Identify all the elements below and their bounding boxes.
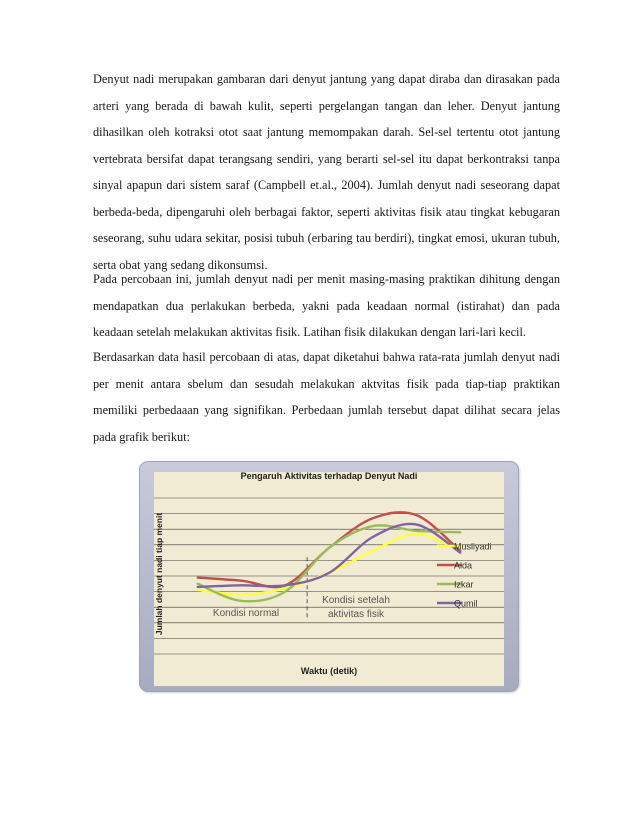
y-axis-label: Jumlah denyut nadi tiap menit [154,512,164,636]
paragraph-method: Pada percobaan ini, jumlah denyut nadi per menit masing-masing praktikan dihitung dengan mendapatkan dua perlakukan berbeda, yakni pada keadaan normal (istirahat) dan pada keadaan setelah melakukan aktivitas fisik. Latihan fisik dilakukan dengan lari-lari kecil. [93,272,560,339]
chart-title: Pengaruh Aktivitas terhadap Denyut Nadi [240,471,418,481]
legend-label-izkar: Izkar [454,579,474,590]
annotation-after-line2: aktivitas fisik [327,609,385,620]
legend-label-aida: Aida [454,560,473,571]
paragraph-intro: Denyut nadi merupakan gambaran dari denyut jantung yang dapat diraba dan dirasakan pada arteri yang berada di bawah kulit, seperti pergelangan tangan dan leher. Denyut jantung dihasilkan oleh kotraksi otot saat jantung memompakan darah. Sel-sel tertentu otot jantung vertebrata bersifat dapat terangsang sendiri, yang berarti sel-sel itu dapat berkontraksi tanpa sinyal apapun dari sistem saraf (Campbell et.al., 2004). Jumlah denyut nadi seseorang dapat berbeda-beda, dipengaruhi oleh berbagai faktor, seperti aktivitas fisik atau tingkat kebugaran seseorang, suhu udara sekitar, posisi tubuh (erbaring tau berdiri), tingkat emosi, ukuran tubuh, serta obat yang sedang dikonsumsi. [93,72,560,272]
x-axis-label: Waktu (detik) [300,666,358,676]
legend-label-musliyadi: Musliyadi [454,541,492,552]
legend-label-qumil: Qumil [454,598,478,609]
paragraph-result: Berdasarkan data hasil percobaan di atas, dapat diketahui bahwa rata-rata jumlah denyut nadi per menit antara sbelum dan sesudah melakukan aktvitas fisik pada tiap-tiap praktikan memiliki perbedaaan yang signifikan. Perbedaan jumlah tersebut dapat dilihat secara jelas pada grafik berikut: [93,350,560,444]
annotation-normal: Kondisi normal [212,608,280,619]
chart-container [139,461,519,692]
pulse-line-chart [140,462,518,691]
annotation-after-line1: Kondisi setelah [322,595,390,606]
